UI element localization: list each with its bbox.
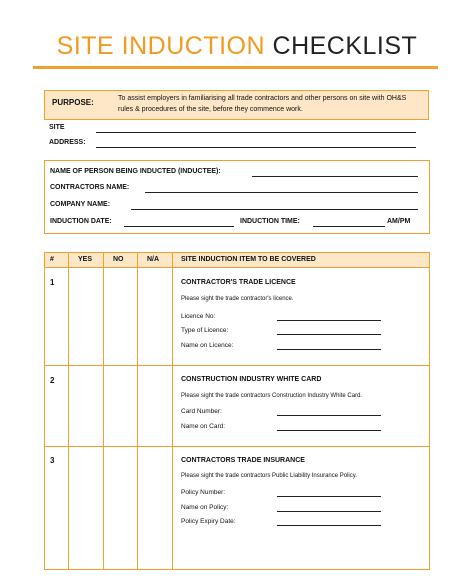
policy-name-label: Name on Policy: bbox=[181, 504, 229, 511]
inductee-name-label: NAME OF PERSON BEING INDUCTED (INDUCTEE): bbox=[50, 168, 221, 175]
row-1-title: CONTRACTOR'S TRADE LICENCE bbox=[181, 279, 296, 286]
policy-expiry-field[interactable] bbox=[277, 525, 381, 526]
row-3-title: CONTRACTORS TRADE INSURANCE bbox=[181, 457, 305, 464]
licence-name-field[interactable] bbox=[277, 349, 381, 350]
row-3-yes-cell[interactable] bbox=[69, 447, 103, 569]
header-na: N/A bbox=[147, 256, 160, 263]
policy-name-field[interactable] bbox=[277, 511, 381, 512]
row-1-number: 1 bbox=[50, 278, 55, 287]
row-2-title: CONSTRUCTION INDUSTRY WHITE CARD bbox=[181, 376, 322, 383]
header-yes: YES bbox=[78, 256, 93, 263]
card-number-label: Card Number: bbox=[181, 408, 222, 415]
inductee-name-field[interactable] bbox=[252, 176, 418, 177]
licence-no-label: Licence No: bbox=[181, 313, 216, 320]
policy-number-field[interactable] bbox=[277, 496, 381, 497]
row-1-yes-cell[interactable] bbox=[69, 268, 103, 365]
row-1-description: Please sight the trade contractor's licence. bbox=[181, 296, 294, 302]
licence-no-field[interactable] bbox=[277, 320, 381, 321]
card-name-field[interactable] bbox=[277, 430, 381, 431]
induction-date-label: INDUCTION DATE: bbox=[50, 218, 112, 225]
row-1-no-cell[interactable] bbox=[104, 268, 137, 365]
row-2-na-cell[interactable] bbox=[138, 366, 172, 446]
card-name-label: Name on Card: bbox=[181, 423, 226, 430]
policy-expiry-label: Policy Expiry Date: bbox=[181, 518, 236, 525]
policy-number-label: Policy Number: bbox=[181, 489, 226, 496]
company-name-label: COMPANY NAME: bbox=[50, 201, 111, 208]
row-3-number: 3 bbox=[50, 456, 55, 465]
row-2-description: Please sight the trade contractors Construction Industry White Card. bbox=[181, 393, 363, 399]
purpose-text: To assist employers in familiarising all trade contractors and other persons on site with OH&S rules & procedures of the site, before they commence work. bbox=[118, 95, 407, 113]
address-label: ADDRESS: bbox=[49, 139, 86, 146]
ampm-label: AM/PM bbox=[387, 218, 411, 225]
site-field[interactable] bbox=[96, 132, 416, 133]
purpose-label: PURPOSE: bbox=[52, 98, 94, 107]
title-part2: CHECKLIST bbox=[272, 32, 418, 60]
contractors-name-field[interactable] bbox=[145, 192, 418, 193]
title-part1: SITE INDUCTION bbox=[56, 32, 266, 60]
licence-name-label: Name on Licence: bbox=[181, 342, 234, 349]
address-field[interactable] bbox=[96, 147, 416, 148]
row-2-number: 2 bbox=[50, 376, 55, 385]
card-number-field[interactable] bbox=[277, 415, 381, 416]
title-rule bbox=[33, 66, 438, 69]
licence-type-field[interactable] bbox=[277, 334, 381, 335]
induction-time-field[interactable] bbox=[313, 226, 385, 227]
licence-type-label: Type of Licence: bbox=[181, 327, 229, 334]
page-title bbox=[0, 32, 474, 61]
site-label: SITE bbox=[49, 124, 65, 131]
row-2-no-cell[interactable] bbox=[104, 366, 137, 446]
row-3-na-cell[interactable] bbox=[138, 447, 172, 569]
company-name-field[interactable] bbox=[131, 209, 418, 210]
induction-time-label: INDUCTION TIME: bbox=[240, 218, 300, 225]
column-divider bbox=[172, 252, 173, 570]
header-no: NO bbox=[113, 256, 124, 263]
row-2-yes-cell[interactable] bbox=[69, 366, 103, 446]
row-3-description: Please sight the trade contractors Public Liability Insurance Policy. bbox=[181, 473, 357, 479]
contractors-name-label: CONTRACTORS NAME: bbox=[50, 184, 130, 191]
header-num: # bbox=[50, 256, 54, 263]
row-1-na-cell[interactable] bbox=[138, 268, 172, 365]
row-3-no-cell[interactable] bbox=[104, 447, 137, 569]
induction-date-field[interactable] bbox=[124, 226, 234, 227]
header-item: SITE INDUCTION ITEM TO BE COVERED bbox=[181, 256, 316, 263]
